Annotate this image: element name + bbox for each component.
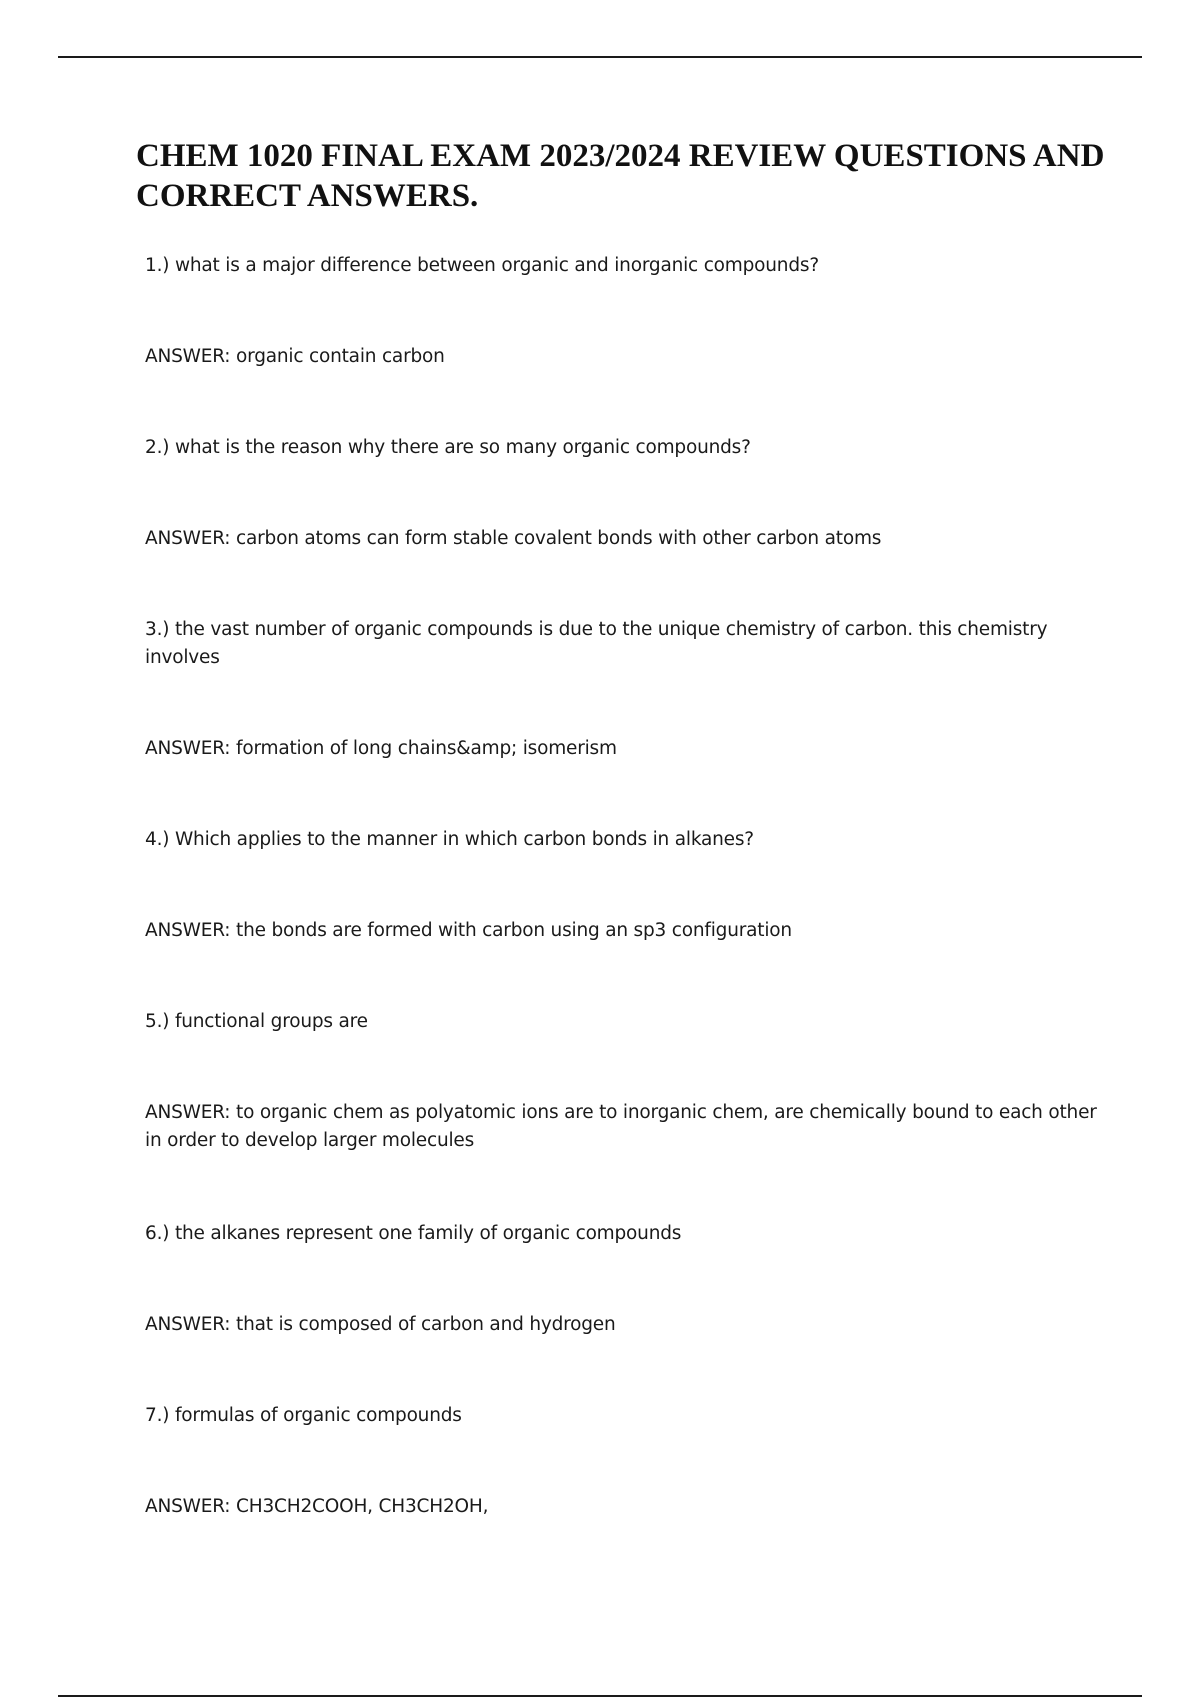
question-4: 4.) Which applies to the manner in which carbon bonds in alkanes? — [145, 829, 754, 850]
question-6: 6.) the alkanes represent one family of organic compounds — [145, 1223, 682, 1244]
question-3: 3.) the vast number of organic compounds is due to the unique chemistry of carbon. this chemistry involves — [145, 619, 1048, 668]
answer-7: ANSWER: CH3CH2COOH, CH3CH2OH, — [145, 1496, 489, 1517]
answer-4: ANSWER: the bonds are formed with carbon using an sp3 configuration — [145, 920, 792, 941]
bottom-divider — [58, 1695, 1142, 1697]
answer-6: ANSWER: that is composed of carbon and hydrogen — [145, 1314, 616, 1335]
answer-3: ANSWER: formation of long chains&amp; isomerism — [145, 738, 617, 759]
document-title: CHEM 1020 FINAL EXAM 2023/2024 REVIEW QUESTIONS AND CORRECT ANSWERS. — [136, 138, 1105, 214]
question-2: 2.) what is the reason why there are so many organic compounds? — [145, 437, 751, 458]
answer-1: ANSWER: organic contain carbon — [145, 346, 445, 367]
top-divider — [58, 56, 1142, 58]
answer-2: ANSWER: carbon atoms can form stable covalent bonds with other carbon atoms — [145, 528, 882, 549]
answer-5: ANSWER: to organic chem as polyatomic ions are to inorganic chem, are chemically bound to each other in order to develop larger molecules — [145, 1102, 1097, 1151]
question-1: 1.) what is a major difference between organic and inorganic compounds? — [145, 255, 819, 276]
question-7: 7.) formulas of organic compounds — [145, 1405, 462, 1426]
question-5: 5.) functional groups are — [145, 1011, 368, 1032]
